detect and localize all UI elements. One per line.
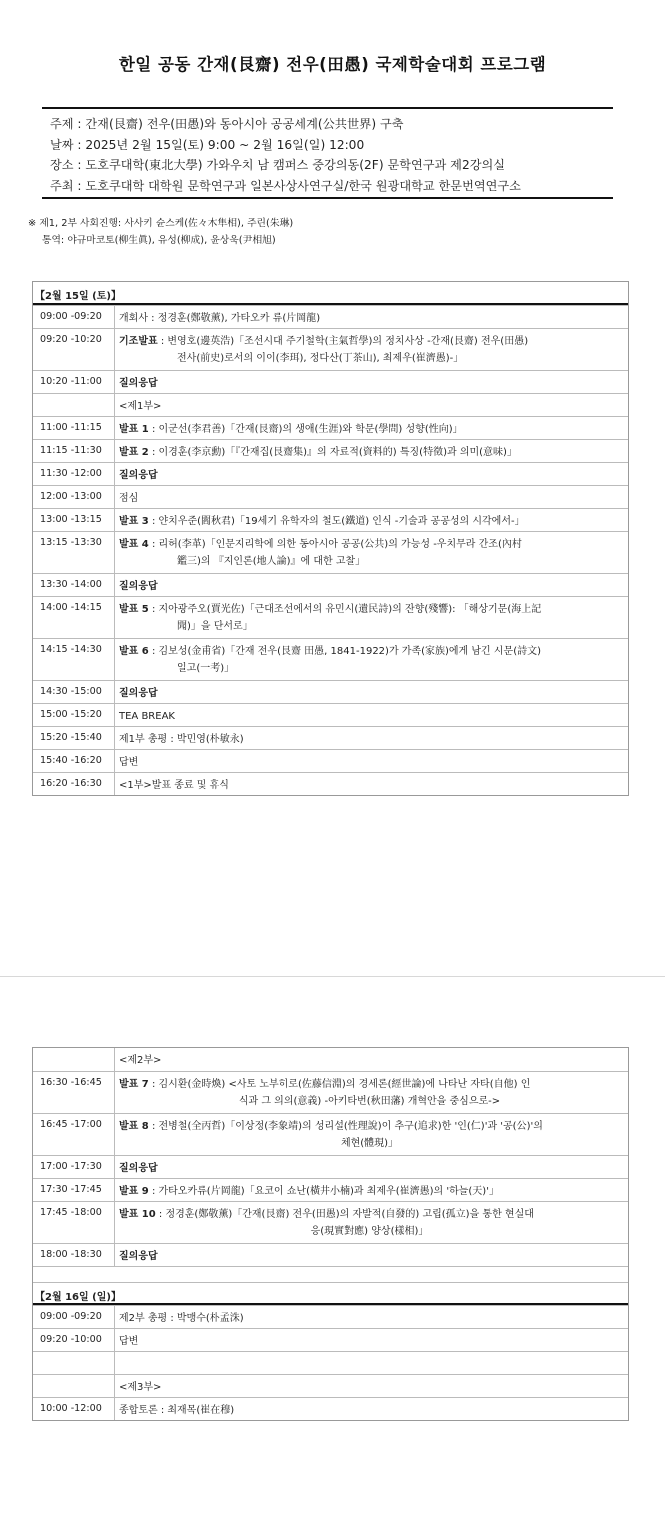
table-row	[33, 772, 628, 795]
table-row	[33, 638, 628, 680]
time-cell: 18:00 -18:30	[33, 1244, 115, 1266]
program-text: <제1부>	[119, 401, 162, 412]
program-continuation: 체현(體現)」	[340, 1137, 399, 1149]
program-label: 질의응답	[119, 470, 158, 481]
program-cell	[115, 1329, 628, 1351]
time-cell: 16:30 -16:45	[33, 1072, 115, 1113]
time-cell: 09:00 -09:20	[33, 1306, 115, 1328]
program-text: 답변	[119, 1336, 139, 1347]
table-row	[33, 573, 628, 596]
program-line	[119, 1311, 620, 1328]
program-line	[119, 686, 620, 703]
program-continuation: 식과 그 의의(意義) -아키타번(秋田藩) 개혁안을 중심으로->	[238, 1095, 501, 1107]
time-cell: 09:20 -10:20	[33, 329, 115, 370]
table-row	[33, 508, 628, 531]
program-cell	[115, 1352, 628, 1374]
program-label: 질의응답	[119, 688, 158, 699]
program-line	[119, 1403, 620, 1420]
program-line	[119, 399, 620, 416]
table-row	[33, 416, 628, 439]
program-line	[119, 422, 620, 439]
program-cell	[115, 509, 628, 531]
program-cell	[115, 681, 628, 703]
program-line	[119, 537, 620, 554]
program-line	[119, 1161, 620, 1178]
time-cell: 17:00 -17:30	[33, 1156, 115, 1178]
program-line	[119, 732, 620, 749]
program-continuation: 전사(前史)로서의 이이(李珥), 정다산(丁茶山), 최제우(崔濟愚)-」	[177, 352, 464, 364]
moderator-note	[28, 215, 293, 249]
program-label: 발표 9	[119, 1186, 149, 1197]
program-cell	[115, 1179, 628, 1201]
program-line	[119, 1249, 620, 1266]
program-cell	[115, 597, 628, 638]
program-text: : 리허(李革)「인문지리학에 의한 동아시아 공공(公共)의 가능성 -우치무라 간조(內村	[148, 539, 522, 550]
program-label: 발표 6	[119, 646, 149, 657]
table-row	[33, 703, 628, 726]
program-text: 종합토론 : 최재목(崔在穆)	[119, 1405, 235, 1416]
table-row	[33, 439, 628, 462]
program-continuation: 鑑三)의 『지인론(地人論)』에 대한 고찰」	[177, 555, 366, 567]
program-line	[119, 491, 620, 508]
table-row	[33, 370, 628, 393]
time-cell: 15:00 -15:20	[33, 704, 115, 726]
table-row	[33, 1351, 628, 1374]
table-row	[33, 680, 628, 703]
program-label: 발표 8	[119, 1121, 149, 1132]
time-cell: 16:45 -17:00	[33, 1114, 115, 1155]
program-text: 제2부 총평 : 박맹수(朴孟洙)	[119, 1313, 244, 1324]
program-cell	[115, 1202, 628, 1243]
time-cell: 16:20 -16:30	[33, 773, 115, 795]
time-cell: 17:30 -17:45	[33, 1179, 115, 1201]
info-topic: 주제 : 간재(艮齋) 전우(田愚)와 동아시아 공공세계(公共世界) 구축	[50, 117, 404, 131]
program-continuation: 聞)」을 단서로」	[177, 620, 253, 632]
info-venue: 장소 : 도호쿠대학(東北大學) 가와우치 남 캠퍼스 중강의동(2F) 문학연구과 제2강의실	[50, 158, 506, 172]
time-cell	[33, 394, 115, 416]
schedule-table-day1-part2	[32, 1047, 629, 1421]
program-label: 발표 10	[119, 1209, 156, 1220]
table-row	[33, 1113, 628, 1155]
program-line	[119, 311, 620, 328]
program-cell	[115, 773, 628, 795]
program-line	[119, 376, 620, 393]
program-line	[119, 1380, 620, 1397]
program-line	[119, 1077, 620, 1094]
note-moderators: ※ 제1, 2부 사회진행: 사사키 슌스케(佐々木隼相), 주린(朱琳)	[28, 218, 294, 229]
program-text: : 전병철(全丙哲)「이상정(李象靖)의 성리설(性理說)이 추구(追求)한 '인(仁)'과 '공(公)'의	[148, 1121, 543, 1132]
time-cell: 13:00 -13:15	[33, 509, 115, 531]
program-cell	[115, 1114, 628, 1155]
time-cell	[33, 1352, 115, 1374]
conference-info-box	[42, 107, 613, 199]
program-cell	[115, 1072, 628, 1113]
time-cell: 14:15 -14:30	[33, 639, 115, 680]
table-row	[33, 393, 628, 416]
program-line	[119, 1207, 620, 1224]
table-row	[33, 305, 628, 328]
time-cell: 13:15 -13:30	[33, 532, 115, 573]
program-text: <제3부>	[119, 1382, 162, 1393]
program-text: : 정경훈(鄭敬薰)「간재(艮齋) 전우(田愚)의 자발적(自發的) 고립(孤立)을 통한 현실대	[155, 1209, 534, 1220]
program-cell	[115, 727, 628, 749]
note-interpreters: 통역: 야규마코토(柳生眞), 유성(柳成), 윤상욱(尹相旭)	[42, 235, 276, 246]
program-cell	[115, 1048, 628, 1071]
program-continuation: 응(現實對應) 양상(樣相)」	[310, 1225, 429, 1237]
time-cell: 09:20 -10:00	[33, 1329, 115, 1351]
time-cell: 14:00 -14:15	[33, 597, 115, 638]
program-label: 발표 4	[119, 539, 149, 550]
page-title: 한일 공동 간재(艮齋) 전우(田愚) 국제학술대회 프로그램	[118, 55, 547, 74]
table-row	[33, 1243, 628, 1266]
table-row	[33, 462, 628, 485]
program-cell	[115, 532, 628, 573]
program-cell	[115, 417, 628, 439]
program-cell	[115, 1156, 628, 1178]
info-host: 주최 : 도호쿠대학 대학원 문학연구과 일본사상사연구실/한국 원광대학교 한문번역연구소	[50, 178, 521, 193]
program-line	[119, 755, 620, 772]
program-line	[119, 1119, 620, 1136]
table-row	[33, 485, 628, 508]
day-header: 【2월 15일 (토)】	[33, 282, 628, 305]
time-cell: 11:15 -11:30	[33, 440, 115, 462]
table-row	[33, 1048, 628, 1071]
program-text: 답변	[119, 757, 139, 768]
program-label: 질의응답	[119, 378, 158, 389]
time-cell	[33, 1048, 115, 1071]
program-text: : 지아광주오(賈光佐)「근대조선에서의 유민시(遺民詩)의 잔향(殘響): 「해상기문(海上記	[148, 604, 542, 615]
document-page-2	[0, 977, 665, 1540]
time-cell: 10:20 -11:00	[33, 371, 115, 393]
time-cell: 15:20 -15:40	[33, 727, 115, 749]
time-cell: 15:40 -16:20	[33, 750, 115, 772]
program-line	[119, 1334, 620, 1351]
table-row	[33, 1374, 628, 1397]
program-label: 기조발표	[119, 336, 158, 347]
program-label: 질의응답	[119, 1251, 158, 1262]
table-row	[33, 328, 628, 370]
program-text: 제1부 총평 : 박민영(朴敏永)	[119, 734, 244, 745]
program-continuation: 일고(一考)」	[177, 662, 235, 674]
time-cell: 13:30 -14:00	[33, 574, 115, 596]
program-cell	[115, 394, 628, 416]
program-cell	[115, 574, 628, 596]
program-label: 발표 2	[119, 447, 149, 458]
table-row	[33, 596, 628, 638]
program-text: : 가타오카류(片岡龍)「요코이 쇼난(橫井小楠)과 최제우(崔濟愚)의 '하늘(天)'」	[148, 1186, 499, 1197]
program-cell	[115, 371, 628, 393]
program-cell	[115, 1244, 628, 1266]
program-cell	[115, 486, 628, 508]
program-cell	[115, 1398, 628, 1420]
table-row	[33, 1071, 628, 1113]
table-row	[33, 1305, 628, 1328]
program-line	[119, 334, 620, 351]
schedule-table-day1	[32, 281, 629, 796]
program-line	[119, 1184, 620, 1201]
info-date: 날짜 : 2025년 2월 15일(토) 9:00 ~ 2월 16일(일) 12:00	[50, 137, 365, 152]
program-cell	[115, 329, 628, 370]
program-text: 점심	[119, 493, 139, 504]
table-row	[33, 1397, 628, 1420]
program-line	[119, 778, 620, 795]
program-label: 발표 1	[119, 424, 149, 435]
program-text: : 김보성(金甫省)「간재 전우(艮齋 田愚, 1841-1922)가 가족(家族)에게 남긴 시문(詩文)	[148, 646, 542, 657]
program-label: 발표 3	[119, 516, 149, 527]
program-line	[119, 602, 620, 619]
table-row	[33, 749, 628, 772]
program-text: <제2부>	[119, 1055, 162, 1066]
program-line	[119, 644, 620, 661]
table-row	[33, 1328, 628, 1351]
program-label: 질의응답	[119, 1163, 158, 1174]
program-cell	[115, 639, 628, 680]
program-line	[119, 709, 620, 726]
day-header: 【2월 16일 (일)】	[33, 1282, 628, 1305]
time-cell	[33, 1375, 115, 1397]
table-row	[33, 1155, 628, 1178]
program-text: : 이경훈(李京勳)「『간재집(艮齋集)』의 자료적(資料的) 특징(特徵)과 의미(意味)」	[148, 447, 517, 458]
program-cell	[115, 463, 628, 485]
time-cell: 12:00 -13:00	[33, 486, 115, 508]
table-row	[33, 1201, 628, 1243]
program-cell	[115, 1375, 628, 1397]
program-cell	[115, 750, 628, 772]
program-text: TEA BREAK	[119, 711, 175, 722]
program-line	[119, 514, 620, 531]
time-cell: 09:00 -09:20	[33, 306, 115, 328]
program-cell	[115, 440, 628, 462]
time-cell: 11:30 -12:00	[33, 463, 115, 485]
program-text: : 얀치우준(閻秋君)「19세기 유학자의 철도(鐵道) 인식 -기술과 공공성의 시각에서-」	[148, 516, 525, 527]
program-text: 개회사 : 정경훈(鄭敬薰), 가타오카 류(片岡龍)	[119, 313, 321, 324]
program-line	[119, 445, 620, 462]
table-row	[33, 531, 628, 573]
program-cell	[115, 704, 628, 726]
program-cell	[115, 306, 628, 328]
program-line	[119, 468, 620, 485]
time-cell: 14:30 -15:00	[33, 681, 115, 703]
program-text: : 변영호(邊英浩)「조선시대 주기철학(主氣哲學)의 정치사상 -간재(艮齋) 전우(田愚)	[157, 336, 529, 347]
time-cell: 10:00 -12:00	[33, 1398, 115, 1420]
program-text: : 김시환(金時煥) <사토 노부히로(佐藤信淵)의 경세론(經世論)에 나타난 자타(自他) 인	[148, 1079, 531, 1090]
program-cell	[115, 1306, 628, 1328]
program-label: 질의응답	[119, 581, 158, 592]
program-label: 발표 7	[119, 1079, 149, 1090]
program-line	[119, 1053, 620, 1070]
program-line	[119, 579, 620, 596]
time-cell: 11:00 -11:15	[33, 417, 115, 439]
table-row	[33, 726, 628, 749]
program-text: <1부>발표 종료 및 휴식	[119, 780, 229, 791]
time-cell: 17:45 -18:00	[33, 1202, 115, 1243]
program-text: : 이군선(李君善)「간재(艮齋)의 생애(生涯)와 학문(學問) 성향(性向)」	[148, 424, 463, 435]
table-row	[33, 1178, 628, 1201]
spacer-row	[33, 1266, 628, 1282]
program-label: 발표 5	[119, 604, 149, 615]
